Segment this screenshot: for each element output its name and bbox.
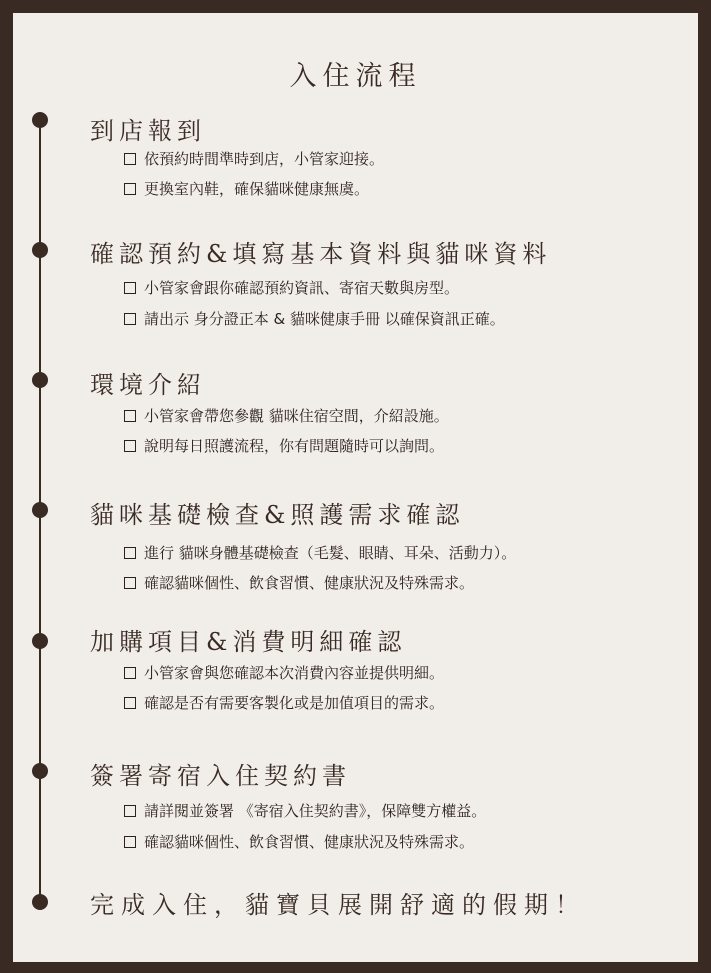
step-item-text: 請詳閱並簽署 《寄宿入住契約書》，保障雙方權益。	[144, 802, 487, 820]
checkbox-icon	[124, 153, 136, 165]
checkbox-icon	[124, 697, 136, 709]
step-title: 簽署寄宿入住契約書	[90, 762, 351, 790]
step-item	[124, 277, 459, 298]
step-item-text: 小管家會帶您參觀 貓咪住宿空間，介紹設施。	[144, 407, 449, 425]
step-item-text: 確認貓咪個性、飲食習慣、健康狀況及特殊需求。	[144, 574, 475, 592]
timeline-dot	[32, 242, 48, 258]
checkbox-icon	[124, 547, 136, 559]
step-item	[124, 148, 384, 169]
step-item	[124, 308, 505, 329]
step-item-text: 依預約時間準時到店，小管家迎接。	[144, 150, 385, 168]
step-item	[124, 178, 369, 199]
checkbox-icon	[124, 440, 136, 452]
page-frame	[10, 10, 701, 965]
step-item	[124, 692, 444, 713]
step-item-text: 確認是否有需要客製化或是加值項目的需求。	[144, 694, 445, 712]
step-item	[124, 435, 444, 456]
step-item-text: 小管家會跟你確認預約資訊、寄宿天數與房型。	[144, 279, 460, 297]
checkbox-icon	[124, 183, 136, 195]
step-title: 加購項目&消費明細確認	[90, 628, 407, 656]
timeline-dot	[32, 372, 48, 388]
final-step-title: 完成入住，貓寶貝展開舒適的假期！	[90, 891, 586, 919]
timeline-dot	[32, 502, 48, 518]
step-item	[124, 572, 474, 593]
checkbox-icon	[124, 805, 136, 817]
step-title: 貓咪基礎檢查&照護需求確認	[90, 501, 465, 529]
timeline-dot	[32, 112, 48, 128]
timeline-dot	[32, 763, 48, 779]
step-title: 環境介紹	[90, 371, 206, 399]
step-item	[124, 831, 474, 852]
timeline-dot	[32, 633, 48, 649]
step-item-text: 更換室內鞋，確保貓咪健康無虞。	[144, 180, 370, 198]
step-item	[124, 542, 516, 563]
step-title: 到店報到	[90, 117, 206, 145]
checkbox-icon	[124, 410, 136, 422]
checkbox-icon	[124, 577, 136, 589]
checkbox-icon	[124, 313, 136, 325]
step-item-text: 小管家會與您確認本次消費內容並提供明細。	[144, 664, 445, 682]
checkbox-icon	[124, 282, 136, 294]
step-title: 確認預約&填寫基本資料與貓咪資料	[90, 240, 552, 268]
checkbox-icon	[124, 667, 136, 679]
timeline-dot	[32, 894, 48, 910]
step-item-text: 說明每日照護流程，你有問題隨時可以詢問。	[144, 437, 445, 455]
page-title: 入住流程	[289, 61, 422, 92]
step-item	[124, 800, 486, 821]
step-item	[124, 405, 449, 426]
step-item-text: 請出示 身分證正本 & 貓咪健康手冊 以確保資訊正確。	[144, 310, 505, 328]
step-item	[124, 662, 444, 683]
step-item-text: 確認貓咪個性、飲食習慣、健康狀況及特殊需求。	[144, 833, 475, 851]
step-item-text: 進行 貓咪身體基礎檢查（毛髮、眼睛、耳朵、活動力）。	[144, 544, 517, 562]
checkbox-icon	[124, 836, 136, 848]
